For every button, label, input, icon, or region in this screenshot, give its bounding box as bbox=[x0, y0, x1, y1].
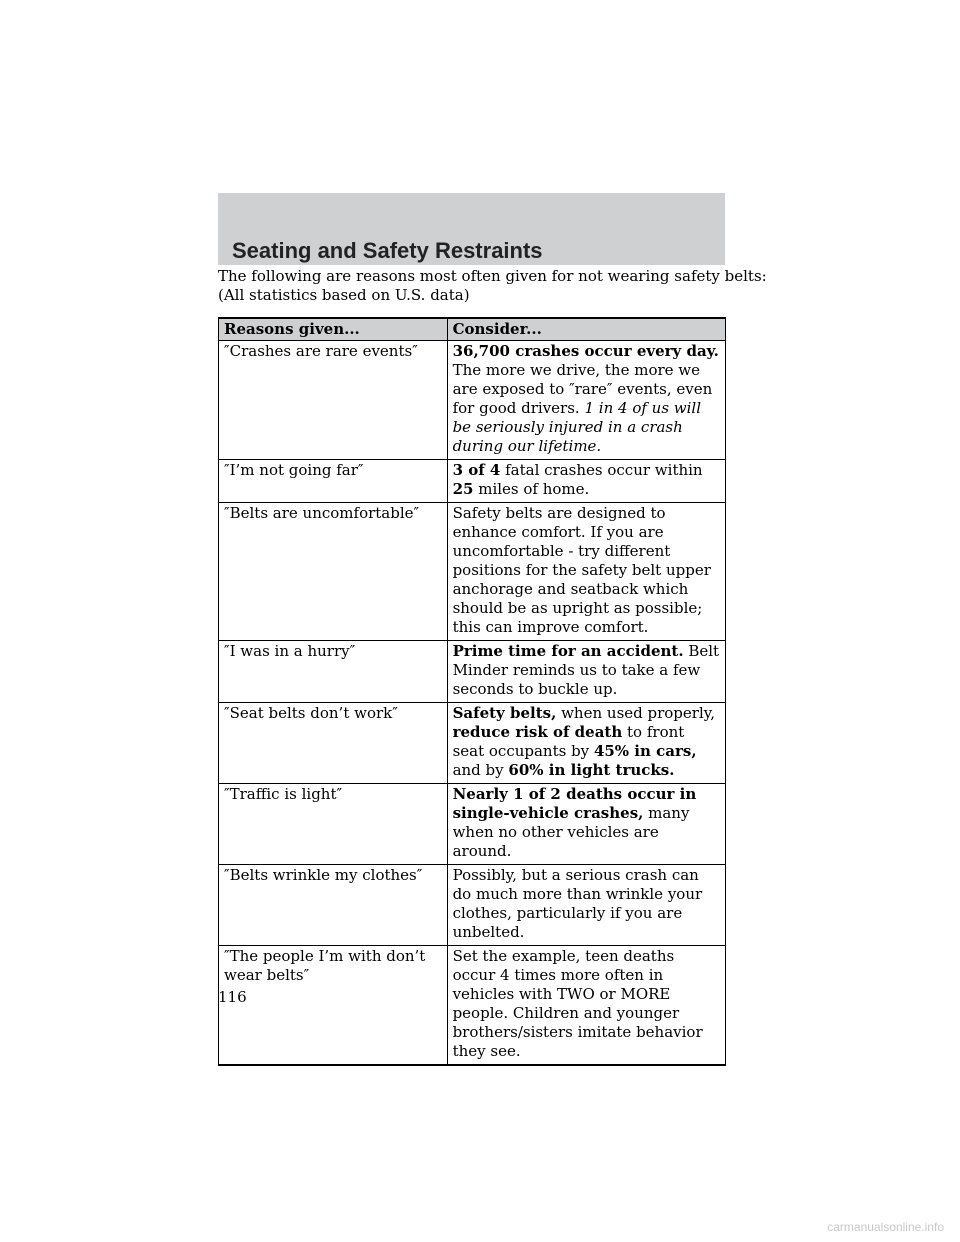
table-row bbox=[219, 865, 726, 946]
intro-line-2: (All statistics based on U.S. data) bbox=[218, 286, 470, 304]
reason-cell: ″Crashes are rare events″ bbox=[219, 341, 448, 460]
intro-text bbox=[218, 267, 767, 305]
consider-cell bbox=[447, 341, 725, 460]
column-header-reasons: Reasons given... bbox=[219, 318, 448, 341]
consider-cell bbox=[447, 641, 725, 703]
reason-cell: ″The people I’m with don’t wear belts″ bbox=[219, 946, 448, 1066]
table-header-row bbox=[219, 318, 726, 341]
body-text: The more we drive, the more we are exposed to ″rare″ events, even for good drivers. bbox=[452, 361, 713, 417]
reason-cell: ″Belts are uncomfortable″ bbox=[219, 503, 448, 641]
emphasis-text: 36,700 crashes occur every day. bbox=[452, 342, 719, 360]
body-text: Set the example, teen deaths occur 4 times more often in vehicles with TWO or MORE people. Children and younger brothers/sisters imitate behavior they see. bbox=[452, 947, 703, 1060]
reasons-table bbox=[218, 317, 726, 1066]
watermark: carmanualsonline.info bbox=[827, 1220, 944, 1234]
section-title: Seating and Safety Restraints bbox=[232, 238, 543, 263]
consider-cell bbox=[447, 503, 725, 641]
consider-cell bbox=[447, 865, 725, 946]
table-body bbox=[219, 341, 726, 1066]
consider-cell bbox=[447, 946, 725, 1066]
table-row bbox=[219, 703, 726, 784]
page-number: 116 bbox=[218, 988, 247, 1006]
reason-cell: ″I was in a hurry″ bbox=[219, 641, 448, 703]
emphasis-text: 60% in light trucks. bbox=[508, 761, 675, 779]
table-row bbox=[219, 946, 726, 1066]
emphasis-text: Nearly 1 of 2 deaths occur in single-vehicle crashes, bbox=[452, 785, 697, 822]
body-text: many when no other vehicles are around. bbox=[452, 804, 690, 860]
consider-cell bbox=[447, 460, 725, 503]
table-row bbox=[219, 460, 726, 503]
body-text: when used properly, bbox=[556, 704, 716, 722]
body-text: Belt Minder reminds us to take a few seconds to buckle up. bbox=[452, 642, 720, 698]
italic-text: 1 in 4 of us will be seriously injured in a crash during our lifetime. bbox=[452, 399, 702, 455]
emphasis-text: 3 of 4 bbox=[452, 461, 501, 479]
body-text: and by bbox=[452, 761, 509, 779]
emphasis-text: 45% in cars, bbox=[593, 742, 697, 760]
emphasis-text: 25 bbox=[452, 480, 474, 498]
emphasis-text: reduce risk of death bbox=[452, 723, 623, 741]
reason-cell: ″Traffic is light″ bbox=[219, 784, 448, 865]
emphasis-text: Safety belts, bbox=[452, 704, 557, 722]
table-row bbox=[219, 784, 726, 865]
table-row bbox=[219, 341, 726, 460]
body-text: to front seat occupants by bbox=[452, 723, 685, 760]
intro-line-1: The following are reasons most often given for not wearing safety belts: bbox=[218, 267, 767, 285]
emphasis-text: Prime time for an accident. bbox=[452, 642, 684, 660]
body-text: Safety belts are designed to enhance comfort. If you are uncomfortable - try different positions for the safety belt upper anchorage and seatback which should be as upright as possible; this can improve comfort. bbox=[452, 504, 711, 636]
reason-cell: ″Seat belts don’t work″ bbox=[219, 703, 448, 784]
body-text: fatal crashes occur within bbox=[500, 461, 703, 479]
consider-cell bbox=[447, 784, 725, 865]
reason-cell: ″Belts wrinkle my clothes″ bbox=[219, 865, 448, 946]
reason-cell: ″I’m not going far″ bbox=[219, 460, 448, 503]
body-text: Possibly, but a serious crash can do much more than wrinkle your clothes, particularly if you are unbelted. bbox=[452, 866, 703, 941]
body-text: miles of home. bbox=[473, 480, 590, 498]
table-row bbox=[219, 503, 726, 641]
consider-cell bbox=[447, 703, 725, 784]
column-header-consider: Consider... bbox=[447, 318, 725, 341]
table-row bbox=[219, 641, 726, 703]
